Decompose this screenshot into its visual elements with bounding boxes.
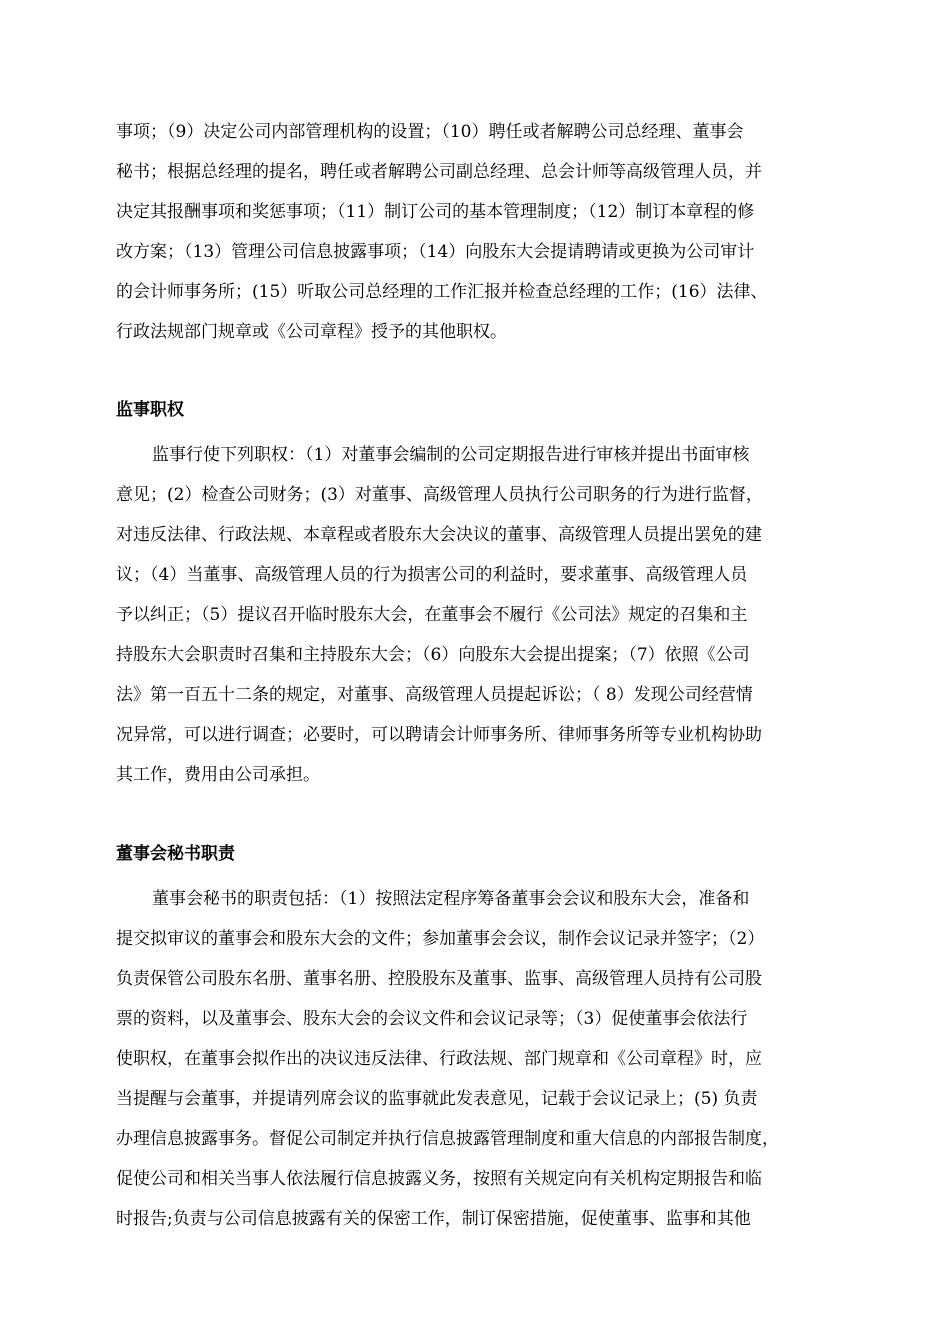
section-heading-supervisor: 监事职权 — [116, 400, 184, 420]
paragraph-line: 使职权，在董事会拟作出的决议违反法律、行政法规、部门规章和《公司章程》时，应 — [116, 1049, 762, 1069]
paragraph-line: 议；（4）当董事、高级管理人员的行为损害公司的利益时，要求董事、高级管理人员 — [116, 565, 748, 585]
paragraph-line: 秘书；根据总经理的提名，聘任或者解聘公司副总经理、总会计师等高级管理人员，并 — [116, 162, 762, 182]
paragraph-line: 决定其报酬事项和奖惩事项；（11）制订公司的基本管理制度；（12）制订本章程的修 — [116, 202, 755, 222]
paragraph-line: 时报告;负责与公司信息披露有关的保密工作，制订保密措施，促使董事、监事和其他 — [116, 1209, 751, 1229]
paragraph-line: 改方案；（13）管理公司信息披露事项；（14）向股东大会提请聘请或更换为公司审计 — [116, 242, 755, 262]
paragraph-line: 对违反法律、行政法规、本章程或者股东大会决议的董事、高级管理人员提出罢免的建 — [116, 525, 762, 545]
paragraph-line: 票的资料，以及董事会、股东大会的会议文件和会议记录等；（3）促使董事会依法行 — [116, 1009, 748, 1029]
paragraph-line: 当提醒与会董事，并提请列席会议的监事就此发表意见，记载于会议记录上；(5) 负责 — [116, 1089, 758, 1109]
paragraph-line: 行政法规部门规章或《公司章程》授予的其他职权。 — [116, 322, 507, 342]
paragraph-line: 况异常，可以进行调查；必要时，可以聘请会计师事务所、律师事务所等专业机构协助 — [116, 725, 762, 745]
paragraph-line: 持股东大会职责时召集和主持股东大会；（6）向股东大会提出提案；（7）依照《公司 — [116, 645, 750, 665]
paragraph-line: 促使公司和相关当事人依法履行信息披露义务，按照有关规定向有关机构定期报告和临 — [116, 1169, 762, 1189]
paragraph-line: 办理信息披露事务。督促公司制定并执行信息披露管理制度和重大信息的内部报告制度， — [116, 1129, 779, 1149]
paragraph-line: 董事会秘书的职责包括：（1）按照法定程序筹备董事会会议和股东大会，准备和 — [152, 889, 750, 909]
paragraph-line: 予以纠正；（5）提议召开临时股东大会，在董事会不履行《公司法》规定的召集和主 — [116, 605, 748, 625]
paragraph-line: 负责保管公司股东名册、董事名册、控股股东及董事、监事、高级管理人员持有公司股 — [116, 969, 762, 989]
paragraph-line: 提交拟审议的董事会和股东大会的文件；参加董事会会议，制作会议记录并签字；（2） — [116, 929, 765, 949]
paragraph-line: 意见；(2）检查公司财务；(3）对董事、高级管理人员执行公司职务的行为进行监督， — [116, 485, 763, 505]
paragraph-line: 其工作，费用由公司承担。 — [116, 765, 320, 785]
paragraph-line: 法》第一百五十二条的规定，对董事、高级管理人员提起诉讼；（ 8）发现公司经营情 — [116, 685, 753, 705]
section-heading-secretary: 董事会秘书职责 — [116, 844, 235, 864]
paragraph-line: 监事行使下列职权：（1）对董事会编制的公司定期报告进行审核并提出书面审核 — [152, 445, 750, 465]
paragraph-line: 事项；（9）决定公司内部管理机构的设置；（10）聘任或者解聘公司总经理、董事会 — [116, 122, 744, 142]
paragraph-line: 的会计师事务所；(15）听取公司总经理的工作汇报并检查总经理的工作；(16）法律、 — [116, 282, 768, 302]
